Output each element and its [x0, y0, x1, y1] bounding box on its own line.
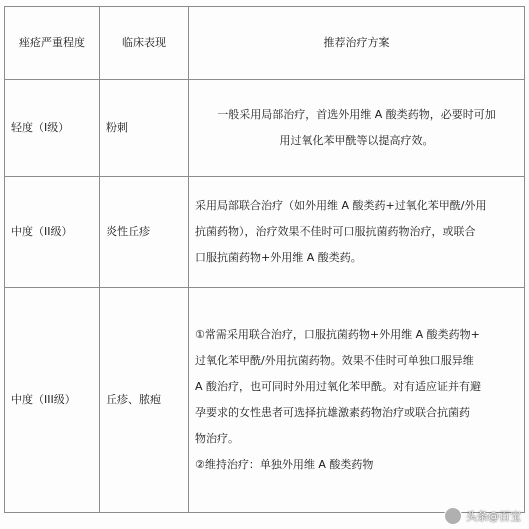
plan-cell [189, 288, 525, 513]
plan-line: ②维持治疗：单独外用维 A 酸类药物 [195, 458, 374, 471]
header-symptoms: 临床表现 [100, 7, 189, 80]
plan-line: ①常需采用联合治疗，口服抗菌药物+外用维 A 酸类药物+ [195, 328, 480, 341]
table-row [5, 177, 525, 288]
acne-treatment-table [4, 6, 525, 513]
plan-cell [189, 80, 525, 177]
watermark [444, 507, 521, 525]
plan-cell [189, 177, 525, 288]
plan-line: 物治疗。 [195, 432, 239, 445]
symptoms-cell: 丘疹、脓疱 [100, 288, 189, 513]
plan-line: 口服抗菌药物+外用维 A 酸类药。 [195, 251, 362, 264]
severity-cell: 轻度（I级） [5, 80, 100, 177]
table-row [5, 80, 525, 177]
plan-line: A 酸治疗，也可同时外用过氧化苯甲酰。对有适应证并有避 [195, 380, 482, 393]
plan-line: 过氧化苯甲酰/外用抗菌药物。效果不佳时可单独口服异维 [195, 354, 474, 367]
table-header-row [5, 7, 525, 80]
plan-line: 一般采用局部治疗，首选外用维 A 酸类药物，必要时可加 [217, 108, 496, 121]
severity-cell: 中度（II级） [5, 177, 100, 288]
symptoms-cell: 粉刺 [100, 80, 189, 177]
table-row [5, 288, 525, 513]
watermark-logo-icon [444, 507, 462, 525]
severity-cell: 中度（III级） [5, 288, 100, 513]
watermark-text: 头条@百宝 [466, 510, 521, 523]
plan-line: 孕要求的女性患者可选择抗雄激素药物治疗或联合抗菌药 [195, 406, 470, 419]
plan-line: 用过氧化苯甲酰等以提高疗效。 [279, 134, 434, 147]
plan-line: 抗菌药物），治疗效果不佳时可口服抗菌药物治疗，或联合 [195, 225, 476, 238]
header-severity: 痤疮严重程度 [5, 7, 100, 80]
plan-line: 采用局部联合治疗（如外用维 A 酸类药+过氧化苯甲酰/外用 [195, 199, 487, 212]
symptoms-cell: 炎性丘疹 [100, 177, 189, 288]
header-plan: 推荐治疗方案 [189, 7, 525, 80]
